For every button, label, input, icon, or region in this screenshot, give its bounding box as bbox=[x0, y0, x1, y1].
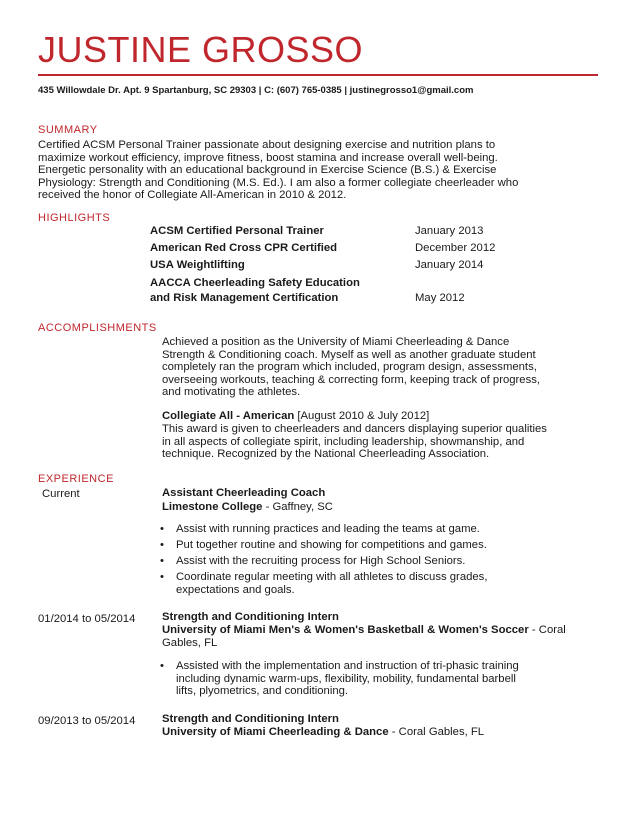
job-dates: 01/2014 to 05/2014 bbox=[38, 613, 136, 625]
job-bullet bbox=[160, 555, 465, 568]
contact-line: 435 Willowdale Dr. Apt. 9 Spartanburg, SC 29303 | C: (607) 765-0385 | justinegrosso1@gmail.com bbox=[38, 85, 474, 96]
summary-text bbox=[38, 139, 518, 202]
award-line: technique. Recognized by the National Cheerleading Association. bbox=[162, 448, 490, 461]
bullet-text-cont: lifts, plyometrics, and conditioning. bbox=[176, 685, 349, 698]
job-location-cont: Gables, FL bbox=[162, 637, 218, 649]
highlight-date: January 2013 bbox=[415, 225, 484, 237]
accomplishment-text bbox=[162, 336, 540, 399]
summary-line: received the honor of Collegiate All-American in 2010 & 2012. bbox=[38, 189, 347, 202]
summary-heading: SUMMARY bbox=[38, 124, 98, 136]
highlight-date: December 2012 bbox=[415, 242, 496, 254]
job-org: University of Miami Men's & Women's Basketball & Women's Soccer bbox=[162, 624, 529, 636]
bullet-text: Assisted with the implementation and instruction of tri-phasic training bbox=[176, 660, 519, 672]
award-dates: [August 2010 & July 2012] bbox=[294, 410, 430, 422]
job-org: University of Miami Cheerleading & Dance bbox=[162, 726, 389, 738]
highlight-date: May 2012 bbox=[415, 292, 465, 304]
header-divider bbox=[38, 74, 598, 76]
bullet-text-cont: expectations and goals. bbox=[176, 583, 295, 596]
award-text bbox=[162, 423, 547, 461]
highlight-title: USA Weightlifting bbox=[150, 259, 245, 271]
accomplishments-heading: ACCOMPLISHMENTS bbox=[38, 322, 157, 334]
candidate-name: JUSTINE GROSSO bbox=[38, 29, 364, 70]
job-dates: 09/2013 to 05/2014 bbox=[38, 715, 136, 727]
highlight-date: January 2014 bbox=[415, 259, 484, 271]
job-org-line bbox=[162, 624, 566, 637]
summary-line: Physiology: Strength and Conditioning (M.S. Ed.). I am also a former collegiate cheerleader who bbox=[38, 176, 519, 189]
job-bullet bbox=[160, 660, 519, 698]
bullet-dot-icon: • bbox=[160, 539, 164, 551]
bullet-dot-icon: • bbox=[160, 523, 164, 535]
award-line: in all aspects of collegiate spirit, including leadership, showmanship, and bbox=[162, 435, 525, 448]
accomplishment-line: Achieved a position as the University of Miami Cheerleading & Dance bbox=[162, 336, 510, 348]
job-title: Strength and Conditioning Intern bbox=[162, 713, 339, 725]
award-title: Collegiate All - American bbox=[162, 410, 295, 422]
job-org-line bbox=[162, 501, 333, 514]
summary-line: maximize workout efficiency, improve fitness, boost stamina and increase overall well-being. bbox=[38, 151, 498, 164]
job-org-line bbox=[162, 726, 484, 739]
job-location: - Coral bbox=[528, 624, 566, 636]
job-dates: Current bbox=[42, 488, 80, 500]
accomplishment-line: and motivating the athletes. bbox=[162, 386, 301, 399]
accomplishment-line: Strength & Conditioning coach. Myself as well as another graduate student bbox=[162, 348, 536, 361]
highlight-title: American Red Cross CPR Certified bbox=[150, 242, 338, 254]
highlights-heading: HIGHLIGHTS bbox=[38, 212, 111, 224]
summary-line: Energetic personality with an educational background in Exercise Science (B.S.) & Exercise bbox=[38, 164, 497, 177]
job-org: Limestone College bbox=[162, 501, 263, 513]
job-title: Strength and Conditioning Intern bbox=[162, 611, 339, 623]
experience-heading: EXPERIENCE bbox=[38, 473, 114, 485]
job-bullet bbox=[160, 571, 487, 596]
job-bullet bbox=[160, 539, 487, 552]
highlight-title: ACSM Certified Personal Trainer bbox=[150, 225, 324, 237]
bullet-text: Assist with the recruiting process for High School Seniors. bbox=[176, 555, 466, 567]
bullet-dot-icon: • bbox=[160, 660, 164, 672]
bullet-text: Assist with running practices and leading the teams at game. bbox=[176, 523, 480, 535]
highlight-title-cont: and Risk Management Certification bbox=[150, 292, 339, 304]
job-title: Assistant Cheerleading Coach bbox=[162, 487, 326, 499]
bullet-dot-icon: • bbox=[160, 555, 164, 567]
job-location: - Gaffney, SC bbox=[262, 501, 333, 513]
bullet-text: Coordinate regular meeting with all athletes to discuss grades, bbox=[176, 571, 488, 583]
accomplishment-line: completely ran the program which included, program design, assessments, bbox=[162, 361, 537, 374]
bullet-text: Put together routine and showing for competitions and games. bbox=[176, 539, 487, 551]
bullet-dot-icon: • bbox=[160, 571, 164, 583]
summary-line: Certified ACSM Personal Trainer passionate about designing exercise and nutrition plans to bbox=[38, 139, 496, 151]
highlight-title: AACCA Cheerleading Safety Education bbox=[150, 277, 360, 289]
award-line: This award is given to cheerleaders and dancers displaying superior qualities bbox=[162, 423, 547, 435]
bullet-text-cont: including dynamic warm-ups, flexibility, mobility, fundamental barbell bbox=[176, 672, 516, 685]
job-location: - Coral Gables, FL bbox=[388, 726, 485, 738]
accomplishment-line: overseeing workouts, teaching & correcting form, keeping track of progress, bbox=[162, 373, 540, 386]
award-heading bbox=[162, 410, 429, 423]
job-bullet bbox=[160, 523, 480, 536]
